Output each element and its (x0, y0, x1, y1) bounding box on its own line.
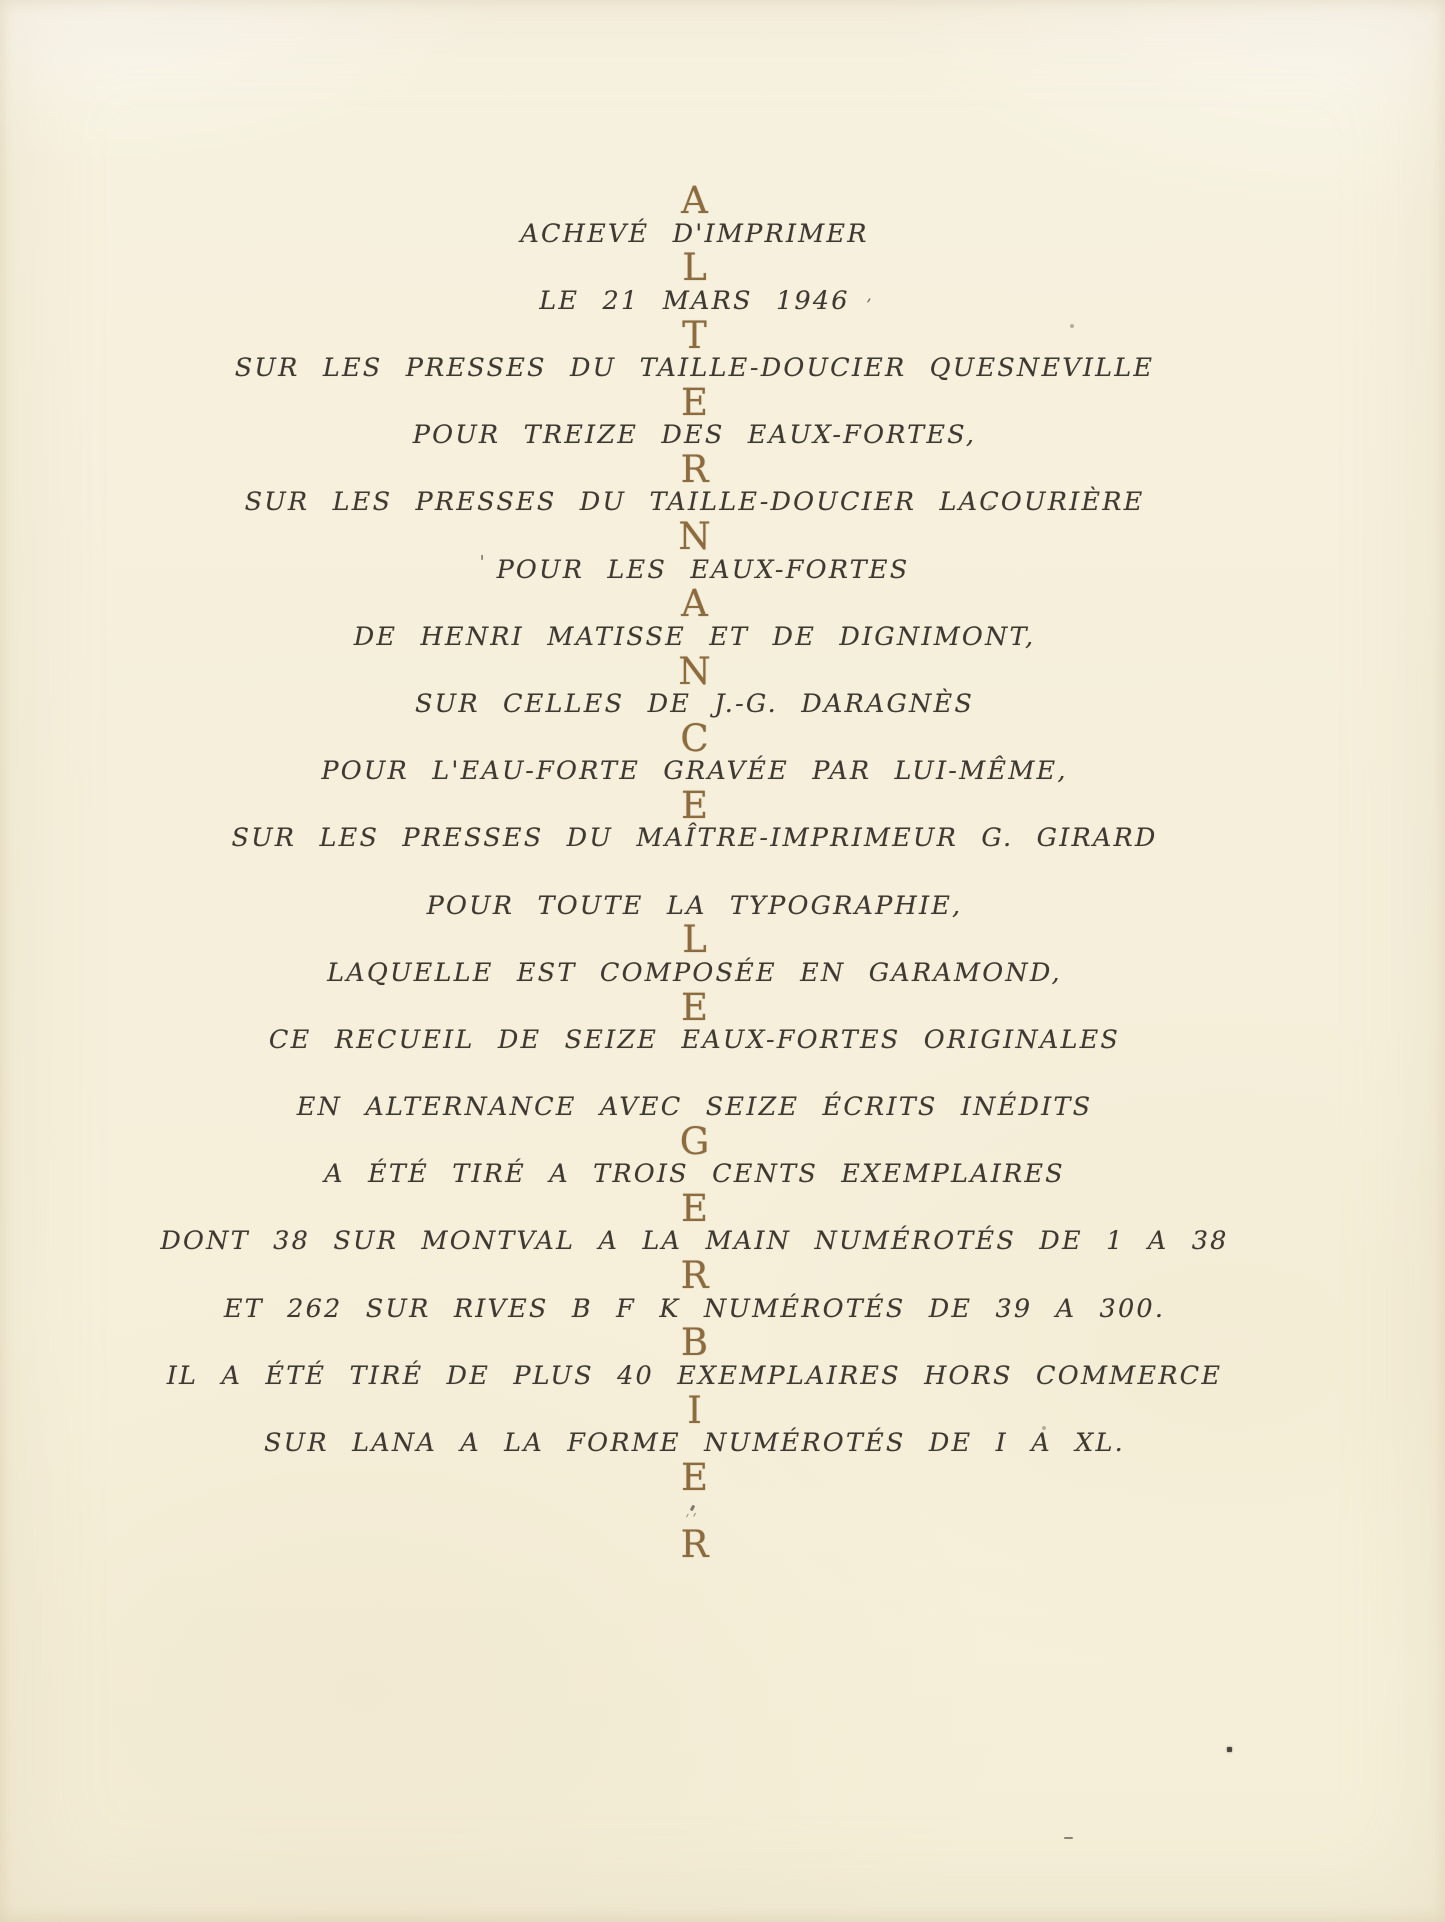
vertical-gold-letter: C (680, 716, 709, 760)
vertical-gold-letter: R (680, 1523, 709, 1567)
colophon-line-text: SUR LES PRESSES DU TAILLE-DOUCIER LACOURIÈRE (244, 487, 1145, 518)
vertical-letter-row (0, 1455, 1417, 1499)
vertical-letter-row (0, 313, 1417, 357)
vertical-letter-row (0, 380, 1417, 424)
colophon-text-line (0, 218, 1417, 252)
colophon-line-text: SUR LANA A LA FORME NUMÉROTÉS DE I A XL. (264, 1428, 1125, 1459)
paper-speck (1227, 1747, 1232, 1752)
vertical-gold-letter: I (687, 1388, 702, 1432)
colophon-line-text: SUR LES PRESSES DU TAILLE-DOUCIER QUESNEVILLE (234, 353, 1155, 384)
colophon-line-text: POUR TREIZE DES EAUX-FORTES, (412, 420, 977, 451)
vertical-gold-letter: L (682, 918, 707, 962)
vertical-gold-letter: E (680, 1455, 708, 1499)
vertical-gold-letter: B (680, 1321, 709, 1365)
colophon-text-line (0, 419, 1417, 453)
vertical-letter-row (0, 448, 1417, 492)
colophon-text-line (0, 1225, 1417, 1259)
vertical-letter-row (0, 1523, 1417, 1567)
vertical-gold-letter: E (680, 380, 708, 424)
vertical-gold-letter: T (682, 313, 707, 357)
vertical-letter-row (0, 515, 1417, 559)
vertical-gold-letter: L (682, 246, 707, 290)
vertical-letter-row (0, 783, 1417, 827)
colophon-line-text: ET 262 SUR RIVES B F K NUMÉROTÉS DE 39 A 300. (223, 1293, 1166, 1324)
colophon-text-line (0, 755, 1417, 789)
vertical-letter-row (0, 1119, 1417, 1163)
colophon-text-line (0, 1293, 1417, 1327)
vertical-gold-letter: A (681, 582, 708, 626)
vertical-gold-letter: E (680, 783, 708, 827)
colophon-line-text: A ÉTÉ TIRÉ A TROIS CENTS EXEMPLAIRES (324, 1159, 1065, 1190)
vertical-gold-letter: E (680, 1187, 708, 1231)
colophon-line-text: CE RECUEIL DE SEIZE EAUX-FORTES ORIGINALES (268, 1024, 1121, 1055)
colophon-text-line (0, 957, 1417, 991)
colophon-text-line (0, 551, 1417, 588)
colophon-text-line (0, 1427, 1417, 1461)
vertical-letter-row (0, 1187, 1417, 1231)
colophon-line-text: DE HENRI MATISSE ET DE DIGNIMONT, (353, 621, 1036, 652)
vertical-letter-row (0, 1254, 1417, 1298)
vertical-letter-row (0, 985, 1417, 1029)
colophon-line-text: SUR CELLES DE J.-G. DARAGNÈS (414, 688, 975, 719)
colophon-line-text: SUR LES PRESSES DU MAÎTRE-IMPRIMEUR G. GIRARD (231, 823, 1158, 854)
ink-splash (689, 1504, 701, 1518)
vertical-gold-letter: G (679, 1119, 710, 1163)
blank-line (0, 856, 1417, 890)
vertical-letter-row (0, 1388, 1417, 1432)
colophon-text-line (0, 889, 1417, 923)
vertical-letter-row (0, 582, 1417, 626)
vertical-gold-letter: E (680, 985, 708, 1029)
paper-speck: ’ (866, 296, 872, 316)
vertical-gold-letter: N (678, 515, 711, 559)
colophon-line-text: LAQUELLE EST COMPOSÉE EN GARAMOND, (327, 957, 1062, 988)
vertical-letter-row (0, 246, 1417, 290)
vertical-gold-letter: A (681, 179, 708, 223)
colophon-line-text: ACHEVÉ D'IMPRIMER (520, 218, 869, 249)
colophon-text-line (0, 1158, 1417, 1192)
blank-line (0, 1057, 1417, 1091)
vertical-letter-row (0, 179, 1417, 223)
vertical-letter-row (0, 649, 1417, 693)
vertical-gold-letter: N (678, 649, 711, 693)
colophon-line-text: EN ALTERNANCE AVEC SEIZE ÉCRITS INÉDITS (296, 1092, 1093, 1123)
colophon-text-line (0, 285, 1417, 319)
vertical-letter-row (0, 1321, 1417, 1365)
colophon-text-line (0, 1360, 1417, 1394)
vertical-gold-letter: R (680, 448, 709, 492)
vertical-letter-row (0, 918, 1417, 962)
colophon-text-line (0, 822, 1417, 856)
colophon-line-text: POUR LES EAUX-FORTES (496, 554, 910, 585)
colophon-text-line (0, 1024, 1417, 1058)
ink-mark: ' (479, 551, 485, 573)
colophon-text-block (0, 179, 1417, 1567)
vertical-letter-row (0, 716, 1417, 760)
paper-speck (1064, 1837, 1073, 1839)
colophon-line-text: POUR L'EAU-FORTE GRAVÉE PAR LUI-MÊME, (321, 756, 1068, 787)
colophon-text-line (0, 352, 1417, 386)
colophon-line-text: LE 21 MARS 1946 (539, 285, 850, 316)
colophon-line-text: POUR TOUTE LA TYPOGRAPHIE, (426, 890, 963, 921)
colophon-line-text: DONT 38 SUR MONTVAL A LA MAIN NUMÉROTÉS DE 1 A 38 (160, 1226, 1229, 1257)
colophon-line-text: IL A ÉTÉ TIRÉ DE PLUS 40 EXEMPLAIRES HORS COMMERCE (166, 1360, 1223, 1391)
vertical-gold-letter: R (680, 1254, 709, 1298)
ink-splash-row (0, 1494, 1417, 1528)
